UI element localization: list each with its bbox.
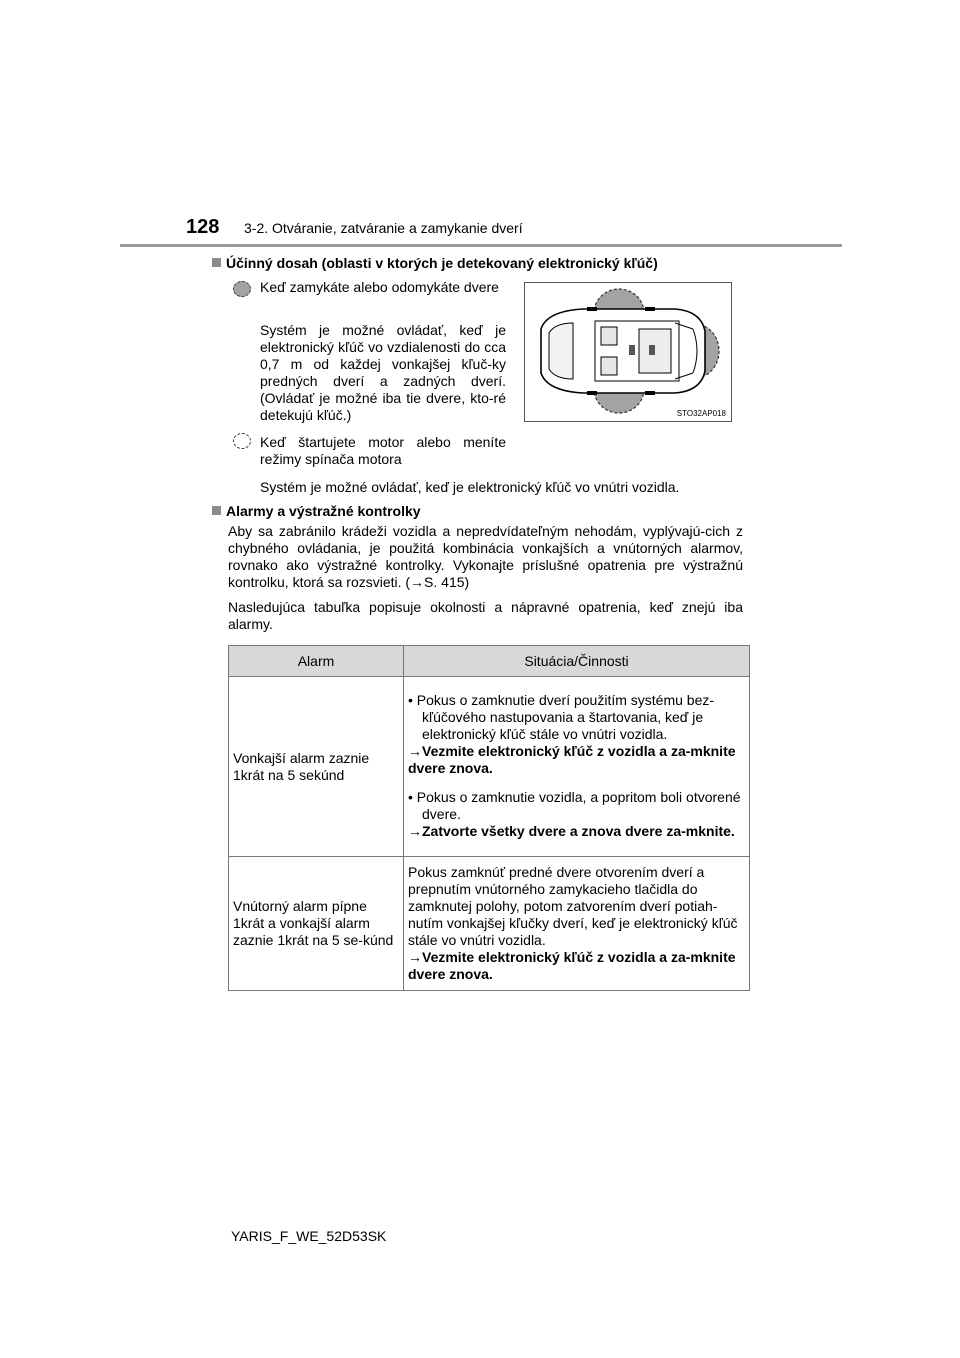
corrective-action: →Vezmite elektronický kľúč z vozidla a za-mknite dvere znova. [408,742,736,776]
heading-text: Účinný dosah (oblasti v ktorých je detekovaný elektronický kľúč) [226,255,658,271]
alarms-paragraph-1: Aby sa zabránilo krádeži vozidla a nepredvídateľným nehodám, vyplývajú-cich z chybného ovládania, je použitá kombinácia vonkajších a vnútorných alarmov, rovnako ako výstražné kontrolky. Vykonajte príslušné opatrenia pre výstražnú kontrolku, ktorá sa rozsvieti. (→S. 415) [228,523,743,590]
range-filled-zone-icon [233,281,251,297]
table-row [229,857,750,991]
figure-code: STO32AP018 [676,409,726,418]
situation-bullet: • Pokus o zamknutie vozidla, a popritom boli otvorené dvere. [408,788,741,822]
range-interior-zone-icon [233,433,251,449]
situation-text: Pokus zamknúť predné dvere otvorením dverí a prepnutím vnútorného zamykacieho tlačidla do zamknutej polohy, potom zatvorením dverí potiah-nutím vonkajšej kľučky dverí, keď je elektronický kľúč stále vo vnútri vozidla. [408,864,738,948]
header-rule [120,244,842,247]
item2-text: Systém je možné ovládať, keď je elektronický kľúč vo vnútri vozidla. [260,479,680,495]
section-title: 3-2. Otváranie, zatváranie a zamykanie dverí [244,220,523,236]
item2-title: Keď štartujete motor alebo meníte režimy spínača motora [260,434,506,467]
table-cell-situation [404,677,750,857]
corrective-action: →Zatvorte všetky dvere a znova dvere za-mknite. [408,822,735,839]
heading-effective-range [212,255,658,271]
car-range-figure [524,282,732,422]
car-top-view-illustration [525,283,731,421]
table-header-row [229,646,750,677]
item1-title: Keď zamykáte alebo odomykáte dvere [260,279,499,295]
table-header-situation: Situácia/Činnosti [404,646,750,677]
alarms-paragraph-2: Nasledujúca tabuľka popisuje okolnosti a nápravné opatrenia, keď znejú iba alarmy. [228,599,743,632]
heading-text: Alarmy a výstražné kontrolky [226,503,421,519]
alarm-table [228,645,750,991]
table-row [229,677,750,857]
table-cell-alarm: Vonkajší alarm zaznie 1krát na 5 sekúnd [229,677,404,857]
item1-text: Systém je možné ovládať, keď je elektronický kľúč vo vzdialenosti do cca 0,7 m od každej vonkajšej kľuč-ky predných dverí a zadných dverí. (Ovládať je možné iba tie dvere, kto-ré detekujú kľúč.) [260,322,506,423]
table-header-alarm: Alarm [229,646,404,677]
table-cell-situation [404,857,750,991]
corrective-action: →Vezmite elektronický kľúč z vozidla a za-mknite dvere znova. [408,949,736,982]
heading-alarms [212,503,421,519]
situation-bullet: • Pokus o zamknutie dverí použitím systému bez-kľúčového nastupovania a štartovania, keď je elektronický kľúč stále vo vnútri vozidla. [408,691,715,742]
table-cell-alarm: Vnútorný alarm pípne 1krát a vonkajší alarm zaznie 1krát na 5 se-kúnd [229,857,404,991]
heading-bullet-icon [212,258,221,267]
heading-bullet-icon [212,506,221,515]
document-code: YARIS_F_WE_52D53SK [231,1228,387,1244]
page-number: 128 [186,216,220,238]
